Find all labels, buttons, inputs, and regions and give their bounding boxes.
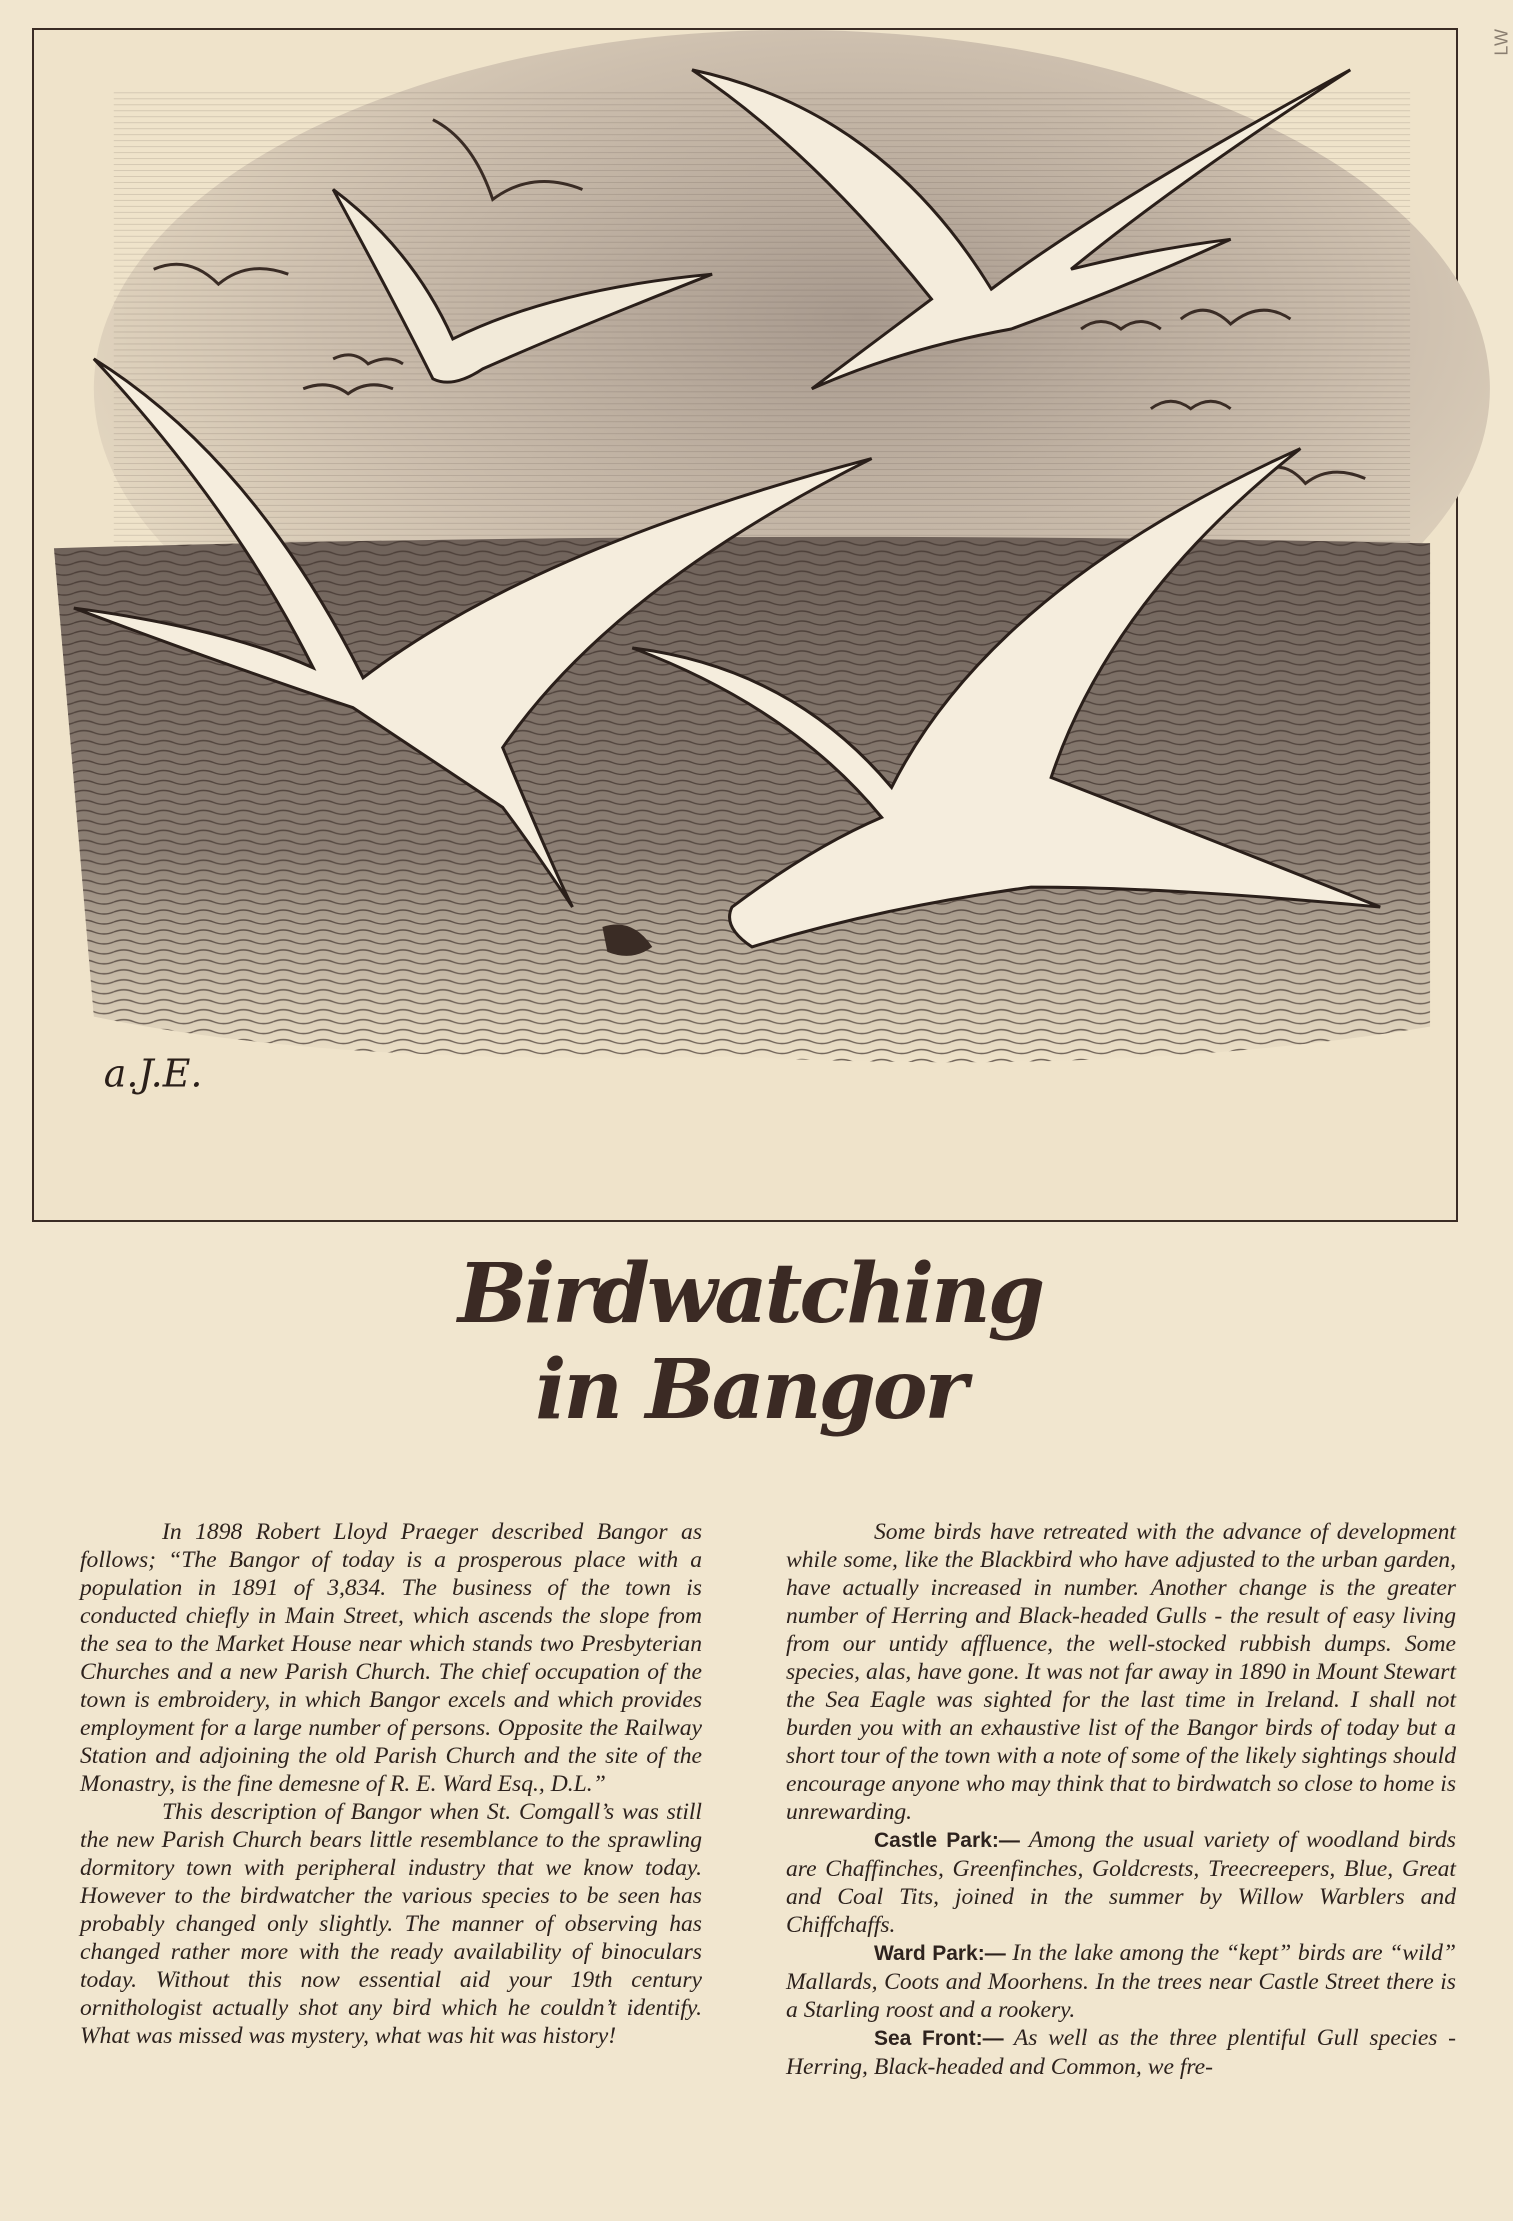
corner-mark: LW bbox=[1492, 28, 1512, 56]
castle-park-paragraph bbox=[786, 1826, 1456, 1939]
paragraph: Some birds have retreated with the advance of development while some, like the Blackbird who have adjusted to the urban garden, have actually increased in number. Another change is the greater number of Herring and Black-headed Gulls - the result of easy living from our untidy affluence, the well-stocked rubbish dumps. Some species, alas, have gone. It was not far away in 1890 in Mount Stewart the Sea Eagle was sighted for the last time in Ireland. I shall not burden you with an exhaustive list of the Bangor birds of today but a short tour of the town with a note of some of the likely sightings should encourage anyone who may think that to birdwatch so close to home is unrewarding. bbox=[786, 1519, 1456, 1825]
page-title bbox=[0, 1246, 1500, 1438]
section-text: In the lake among the “kept” birds are “wild” Mallards, Coots and Moorhens. In the trees near Castle Street there is a Starling roost and a rookery. bbox=[786, 1940, 1456, 2023]
artist-signature: a.J.E. bbox=[103, 1051, 203, 1096]
title-line-1: Birdwatching bbox=[457, 1246, 1043, 1342]
right-column bbox=[786, 1518, 1456, 2081]
section-label: Castle Park:— bbox=[874, 1829, 1020, 1852]
terns-over-sea-engraving-icon bbox=[34, 30, 1456, 1220]
section-label: Ward Park:— bbox=[874, 1942, 1006, 1965]
left-column bbox=[80, 1518, 702, 2050]
ward-park-paragraph bbox=[786, 1939, 1456, 2024]
terns-illustration bbox=[32, 28, 1458, 1222]
title-line-2: in Bangor bbox=[535, 1342, 965, 1438]
section-text: As well as the three plentiful Gull species - Herring, Black-headed and Common, we fre- bbox=[786, 2025, 1456, 2080]
section-label: Sea Front:— bbox=[874, 2027, 1004, 2050]
paragraph: This description of Bangor when St. Comgall’s was still the new Parish Church bears little resemblance to the sprawling dormitory town with peripheral industry that we know today. However to the birdwatcher the various species to be seen has probably changed only slightly. The manner of observing has changed rather more with the ready availability of binoculars today. Without this now essential aid your 19th century ornithologist actually shot any bird which he couldn’t identify. What was missed was mystery, what was hit was history! bbox=[80, 1799, 702, 2049]
sea-front-paragraph bbox=[786, 2024, 1456, 2081]
paragraph: In 1898 Robert Lloyd Praeger described Bangor as follows; “The Bangor of today is a prosperous place with a population in 1891 of 3,834. The business of the town is conducted chiefly in Main Street, which ascends the slope from the sea to the Market House near which stands two Presbyterian Churches and a new Parish Church. The chief occupation of the town is embroidery, in which Bangor excels and which provides employment for a large number of persons. Opposite the Railway Station and adjoining the old Parish Church and the site of the Monastry, is the fine demesne of R. E. Ward Esq., D.L.” bbox=[80, 1519, 702, 1797]
section-text: Among the usual variety of woodland birds are Chaffinches, Greenfinches, Goldcrests, Treecreepers, Blue, Great and Coal Tits, joined in the summer by Willow Warblers and Chiffchaffs. bbox=[786, 1827, 1456, 1938]
